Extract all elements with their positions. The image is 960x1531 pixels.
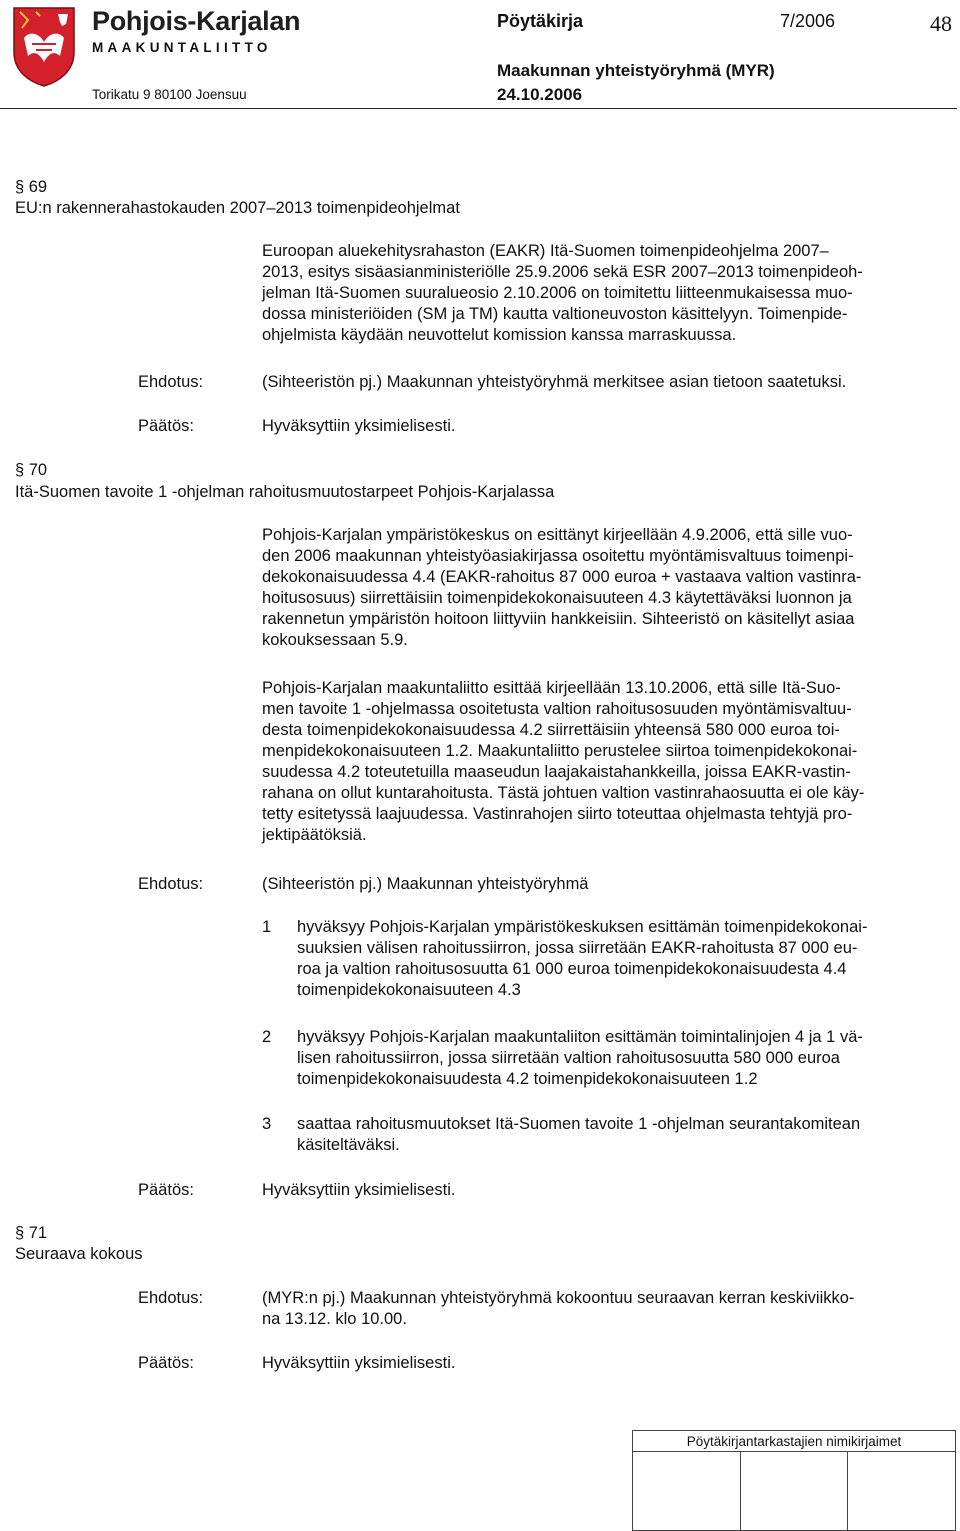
signature-cell[interactable]: [633, 1452, 741, 1531]
item-line: toimenpidekokonaisuuteen 4.3: [297, 981, 521, 999]
body-line: dekokonaisuudessa 4.4 (EAKR-rahoitus 87 000 euroa + vastaava valtion vastinra-: [262, 568, 862, 586]
section-70-paragraph-1: [262, 525, 861, 651]
paatos-text: Hyväksyttiin yksimielisesti.: [262, 1354, 456, 1372]
section-69-number: § 69: [15, 178, 48, 196]
body-line: menpidekokonaisuuteen 1.2. Maakuntaliitto perustelee siirtoa toimenpidekokonai-: [262, 742, 858, 760]
body-line: hoitusosuus) siirrettäisiin toimenpidekokonaisuuteen 4.3 käytettäväksi luonnon ja: [262, 589, 852, 607]
ehdotus-label: Ehdotus:: [138, 875, 204, 893]
paatos-text: Hyväksyttiin yksimielisesti.: [262, 1181, 456, 1199]
body-line: rahana on ollut kuntarahoitusta. Tästä johtuen valtion vastinrahaosuutta ei ole käy-: [262, 784, 865, 802]
page-number: 48: [930, 11, 952, 36]
body-line: den 2006 maakunnan yhteistyöasiakirjassa osoitettu myöntämisvaltuus toimenpi-: [262, 547, 854, 565]
paatos-text: Hyväksyttiin yksimielisesti.: [262, 417, 456, 435]
signature-box-header: Pöytäkirjantarkastajien nimikirjaimet: [633, 1431, 956, 1452]
item-line: roa ja valtion rahoitusosuutta 61 000 euroa toimenpidekokonaisuudesta 4.4: [297, 960, 847, 978]
list-item-number: 2: [262, 1028, 272, 1046]
body-line: na 13.12. klo 10.00.: [262, 1310, 407, 1328]
body-line: Pohjois-Karjalan maakuntaliitto esittää kirjeellään 13.10.2006, että sille Itä-Suo-: [262, 679, 841, 697]
meeting-date: 24.10.2006: [497, 85, 583, 104]
body-line: jektipäätöksiä.: [262, 826, 367, 844]
body-line: men tavoite 1 -ohjelmassa osoitetusta valtion rahoitusosuuden myöntämisvaltuu-: [262, 700, 852, 718]
paatos-label: Päätös:: [138, 1354, 194, 1372]
paatos-label: Päätös:: [138, 417, 194, 435]
section-70-title: Itä-Suomen tavoite 1 -ohjelman rahoitusmuutostarpeet Pohjois-Karjalassa: [15, 483, 555, 501]
ehdotus-label: Ehdotus:: [138, 373, 204, 391]
body-line: tetty esitetyssä laajuudessa. Vastinrahojen siirto toteuttaa ohjelmasta tehtyjä pro-: [262, 805, 853, 823]
document-number: 7/2006: [780, 11, 836, 31]
signature-cell[interactable]: [740, 1452, 848, 1531]
section-70-paragraph-2: [262, 678, 864, 846]
item-line: käsiteltäväksi.: [297, 1136, 400, 1154]
item-line: suuksien välisen rahoitussiirron, jossa siirretään EAKR-rahoitusta 87 000 eu-: [297, 939, 858, 957]
body-line: ohjelmista käydään neuvottelut komission kanssa marraskuussa.: [262, 326, 737, 344]
item-line: saattaa rahoitusmuutokset Itä-Suomen tavoite 1 -ohjelman seurantakomitean: [297, 1115, 861, 1133]
body-line: Pohjois-Karjalan ympäristökeskus on esittänyt kirjeellään 4.9.2006, että sille vuo-: [262, 526, 853, 544]
list-item-number: 1: [262, 918, 272, 936]
body-line: (MYR:n pj.) Maakunnan yhteistyöryhmä kokoontuu seuraavan kerran keskiviikko-: [262, 1289, 855, 1307]
item-line: hyväksyy Pohjois-Karjalan ympäristökeskuksen esittämän toimenpidekokonai-: [297, 918, 868, 936]
body-line: kokouksessaan 5.9.: [262, 631, 408, 649]
ehdotus-text: (Sihteeristön pj.) Maakunnan yhteistyöryhmä: [262, 875, 589, 893]
list-item: [297, 1114, 860, 1156]
body-line: rakennetun ympäristön hoitoon liittyviin hankkeisiin. Sihteeristö on käsitellyt asiaa: [262, 610, 855, 628]
body-line: 2013, esitys sisäasianministeriölle 25.9.2006 sekä ESR 2007–2013 toimenpideoh-: [262, 263, 863, 281]
item-line: lisen rahoitussiirron, jossa siirretään valtion rahoitusosuutta 580 000 euroa: [297, 1049, 840, 1067]
list-item-number: 3: [262, 1115, 272, 1133]
list-item: [297, 1027, 863, 1090]
signature-box: [632, 1430, 956, 1531]
ehdotus-label: Ehdotus:: [138, 1289, 204, 1307]
ehdotus-text: [262, 1288, 854, 1330]
item-line: hyväksyy Pohjois-Karjalan maakuntaliiton esittämän toimintalinjojen 4 ja 1 vä-: [297, 1028, 863, 1046]
org-subtitle: MAAKUNTALIITTO: [92, 40, 272, 55]
section-71-title: Seuraava kokous: [15, 1245, 143, 1263]
org-address: Torikatu 9 80100 Joensuu: [92, 87, 247, 102]
section-69-title: EU:n rakennerahastokauden 2007–2013 toimenpideohjelmat: [15, 199, 460, 217]
section-71-number: § 71: [15, 1224, 48, 1242]
meeting-body: Maakunnan yhteistyöryhmä (MYR): [497, 61, 775, 80]
body-line: dossa ministeriöiden (SM ja TM) kautta valtioneuvoston käsittelyyn. Toimenpide-: [262, 305, 848, 323]
list-item: [297, 917, 867, 1001]
body-line: suudessa 4.2 toteutetuilla maaseudun laajakaistahankkeilla, joissa EAKR-vastin-: [262, 763, 851, 781]
body-line: desta toimenpidekokonaisuudessa 4.2 siirrettäisiin yhteensä 580 000 euroa toi-: [262, 721, 840, 739]
paatos-label: Päätös:: [138, 1181, 194, 1199]
section-69-body: [262, 241, 863, 346]
header-divider: [0, 108, 957, 109]
body-line: jelman Itä-Suomen suuralueosio 2.10.2006 on toimitettu liitteenmukaisessa muo-: [262, 284, 853, 302]
section-70-number: § 70: [15, 461, 48, 479]
ehdotus-text: (Sihteeristön pj.) Maakunnan yhteistyöryhmä merkitsee asian tietoon saatetuksi.: [262, 373, 847, 391]
org-name: Pohjois-Karjalan: [92, 6, 301, 36]
body-line: Euroopan aluekehitysrahaston (EAKR) Itä-Suomen toimenpideohjelma 2007–: [262, 242, 829, 260]
signature-cell[interactable]: [848, 1452, 956, 1531]
document-type: Pöytäkirja: [497, 11, 584, 31]
coat-of-arms-logo: [10, 4, 78, 88]
item-line: toimenpidekokonaisuudesta 4.2 toimenpidekokonaisuuteen 1.2: [297, 1070, 758, 1088]
